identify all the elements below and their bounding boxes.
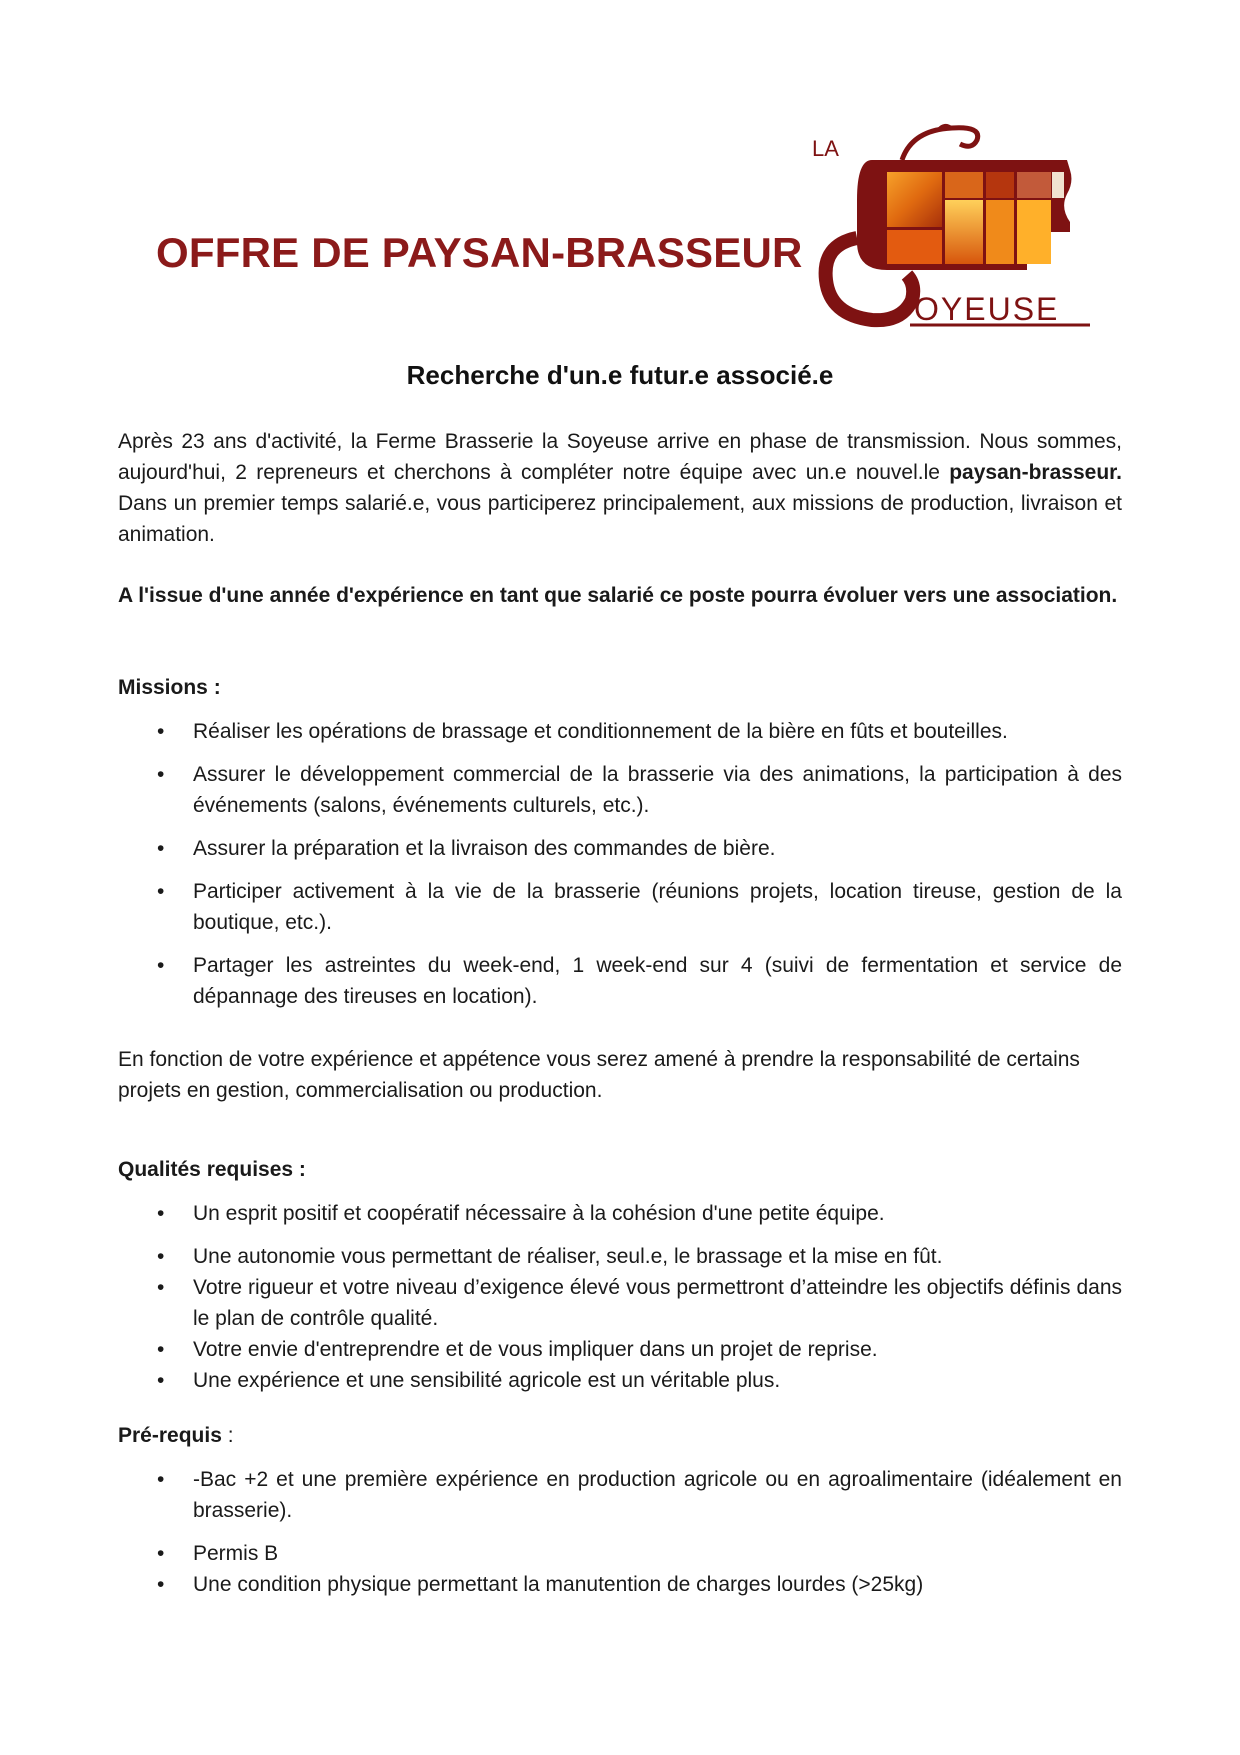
- logo-la-text: LA: [812, 136, 839, 161]
- prerequisites-list: [118, 1464, 1122, 1600]
- qualities-list: [118, 1198, 1122, 1396]
- list-item: [118, 1464, 1122, 1526]
- list-item: [118, 876, 1122, 938]
- bullet-icon: •: [157, 954, 165, 977]
- mission-text: Assurer la préparation et la livraison des commandes de bière.: [193, 837, 776, 860]
- bullet-icon: •: [157, 1369, 165, 1392]
- mission-text: Assurer le développement commercial de la brasserie via des animations, la participation à des événements (salons, événements culturels, etc.).: [193, 763, 1122, 817]
- bullet-icon: •: [157, 1573, 165, 1596]
- quality-text: Votre envie d'entreprendre et de vous impliquer dans un projet de reprise.: [193, 1338, 878, 1361]
- quality-text: Un esprit positif et coopératif nécessaire à la cohésion d'une petite équipe.: [193, 1202, 885, 1225]
- prerequisite-text: Une condition physique permettant la manutention de charges lourdes (>25kg): [193, 1573, 924, 1596]
- prerequisites-heading: [118, 1420, 1122, 1451]
- bullet-icon: •: [157, 720, 165, 743]
- mission-text: Réaliser les opérations de brassage et conditionnement de la bière en fûts et bouteilles.: [193, 720, 1008, 743]
- list-item: [118, 1538, 1122, 1569]
- mission-text: Partager les astreintes du week-end, 1 week-end sur 4 (suivi de fermentation et service de dépannage des tireuses en location).: [193, 954, 1122, 1008]
- mission-text: Participer activement à la vie de la brasserie (réunions projets, location tireuse, gestion de la boutique, etc.).: [193, 880, 1122, 934]
- list-item: [118, 1198, 1122, 1229]
- bullet-icon: •: [157, 1542, 165, 1565]
- prerequisite-text: Permis B: [193, 1542, 279, 1565]
- bullet-icon: •: [157, 1276, 165, 1299]
- prerequisites-heading-bold: Pré-requis: [118, 1424, 222, 1447]
- page-title: OFFRE DE PAYSAN-BRASSEUR: [156, 229, 803, 276]
- la-soyeuse-logo: [812, 120, 1102, 345]
- list-item: [118, 759, 1122, 821]
- bullet-icon: •: [157, 763, 165, 786]
- bullet-icon: •: [157, 1338, 165, 1361]
- quality-text: Une expérience et une sensibilité agricole est un véritable plus.: [193, 1369, 781, 1392]
- list-item: [118, 716, 1122, 747]
- prerequisites-heading-rest: :: [221, 1424, 234, 1447]
- logo-name-text: OYEUSE: [914, 291, 1060, 327]
- intro-text-1: Après 23 ans d'activité, la Ferme Brasserie la Soyeuse arrive en phase de transmission. Nous sommes, aujourd'hui, 2 repreneurs et cherchons à compléter notre équipe avec un.e nouvel.le: [118, 430, 1122, 484]
- page-subtitle: Recherche d'un.e futur.e associé.e: [406, 360, 834, 390]
- list-item: [118, 1365, 1122, 1396]
- prerequisite-text: -Bac +2 et une première expérience en production agricole ou en agroalimentaire (idéalement en brasserie).: [193, 1468, 1122, 1522]
- list-item: [118, 950, 1122, 1012]
- bullet-icon: •: [157, 1245, 165, 1268]
- list-item: [118, 1334, 1122, 1365]
- qualities-heading: Qualités requises :: [118, 1158, 306, 1181]
- intro-bold-role: paysan-brasseur.: [949, 461, 1122, 484]
- missions-heading: Missions :: [118, 676, 221, 699]
- bullet-icon: •: [157, 1468, 165, 1491]
- responsibility-paragraph: En fonction de votre expérience et appétence vous serez amené à prendre la responsabilité de certains projets en gestion, commercialisation ou production.: [118, 1048, 1080, 1102]
- bullet-icon: •: [157, 880, 165, 903]
- bullet-icon: •: [157, 837, 165, 860]
- association-note: A l'issue d'une année d'expérience en tant que salarié ce poste pourra évoluer vers une association.: [118, 584, 1118, 607]
- intro-paragraph: [118, 426, 1122, 550]
- list-item: [118, 1241, 1122, 1272]
- list-item: [118, 1569, 1122, 1600]
- quality-text: Votre rigueur et votre niveau d’exigence élevé vous permettront d’atteindre les objectifs définis dans le plan de contrôle qualité.: [193, 1276, 1122, 1330]
- list-item: [118, 1272, 1122, 1334]
- missions-list: [118, 716, 1122, 1012]
- bullet-icon: •: [157, 1202, 165, 1225]
- list-item: [118, 833, 1122, 864]
- intro-text-2: Dans un premier temps salarié.e, vous participerez principalement, aux missions de production, livraison et animation.: [118, 492, 1122, 546]
- quality-text: Une autonomie vous permettant de réaliser, seul.e, le brassage et la mise en fût.: [193, 1245, 943, 1268]
